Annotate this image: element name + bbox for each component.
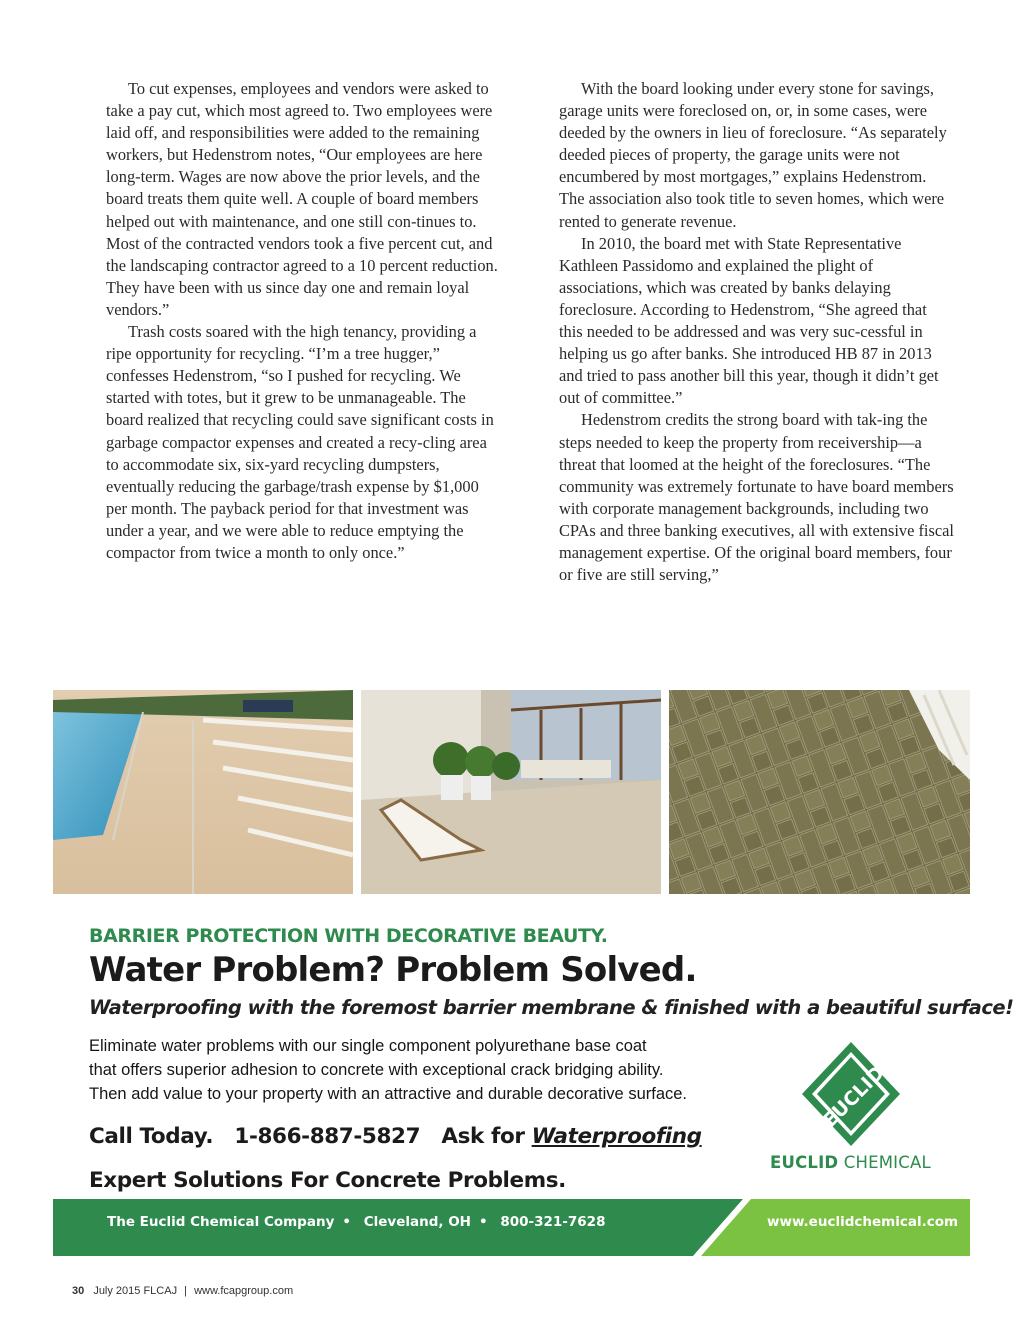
ad-expert-line: Expert Solutions For Concrete Problems. [89,1168,566,1193]
footer-company: The Euclid Chemical Company [107,1214,335,1230]
article-paragraph: In 2010, the board met with State Representative Kathleen Passidomo and explained the plight of associations, which was created by banks delaying foreclosure. According to Hedenstrom, “She agreed that this needed to be addressed and was very suc-cessful in helping us go after banks. She introduced HB 87 in 2013 and tried to pass another bill this year, though it didn’t get out of committee.” [559,233,939,408]
call-today-label: Call Today. [89,1124,214,1149]
logo-monogram: EUCLID [818,1061,889,1132]
euclid-logo-icon [800,1040,902,1148]
footer-city: Cleveland, OH [363,1214,471,1230]
ad-call-line [89,1124,702,1149]
issue-label: July 2015 FLCAJ [93,1285,178,1297]
ad-subhead: Waterproofing with the foremost barrier membrane & finished with a beautiful surface! [89,996,1014,1019]
article-column-right [559,78,954,586]
page-number: 30 [72,1285,85,1297]
ad-tagline: BARRIER PROTECTION WITH DECORATIVE BEAUTY. [89,925,608,947]
ad-headline: Water Problem? Problem Solved. [89,950,697,990]
article-paragraph: Trash costs soared with the high tenancy, providing a ripe opportunity for recycling. “I’m a tree hugger,” confesses Hedenstrom, “so I pushed for recycling. We started with totes, but it grew to be unmanageable. The board realized that recycling could save significant costs in garbage compactor expenses and created a recy-cling area to accommodate six, six-yard recycling dumpsters, eventually reducing the garbage/trash expense by $1,000 per month. The payback period for that investment was under a year, and we were able to reduce emptying the compactor from twice a month to only once.” [106,322,494,562]
ad-body-line: Eliminate water problems with our single component polyurethane base coat [89,1037,647,1055]
ad-photo-strip [53,690,970,894]
article-paragraph: With the board looking under every stone for savings, garage units were foreclosed on, or, in some cases, were deeded by the owners in lieu of foreclosure. “As separately deeded pieces of property, the garage units were not encumbered by most mortgages,” explains Hedenstrom. The association also took title to seven homes, which were rented to generate revenue. [559,79,947,231]
brand-name-bold: EUCLID [770,1153,839,1172]
ad-body [89,1034,789,1106]
ad-body-line: Then add value to your property with an attractive and durable decorative surface. [89,1085,688,1103]
article-paragraph: To cut expenses, employees and vendors were asked to take a pay cut, which most agreed to. Two employees were laid off, and responsibilities were added to the remaining workers, but Hedenstrom notes, “Our employees are here long-term. Wages are now above the prior levels, and the board treats them quite well. A couple of board members helped out with maintenance, and one still con-tinues to. Most of the contracted vendors took a five percent cut, and the landscaping contractor agreed to a 10 percent reduction. They have been with us since day one and remain loyal vendors.” [106,79,498,319]
site-link[interactable]: www.fcapgroup.com [194,1285,294,1297]
brick-pattern-photo [669,690,970,894]
ask-for-label: Ask for [441,1124,525,1149]
waterproofing-link[interactable]: Waterproofing [531,1124,702,1149]
brand-name [770,1153,931,1172]
article-paragraph: Hedenstrom credits the strong board with tak-ing the steps needed to keep the property from receivership—a threat that loomed at the height of the foreclosures. “The community was extremely fortunate to have board members with corporate management backgrounds, including two CPAs and three banking executives, all with extensive fiscal management expertise. Of the original board members, four or five are still serving,” [559,410,954,585]
ad-body-line: that offers superior adhesion to concrete with exceptional crack bridging ability. [89,1061,664,1079]
ad-phone[interactable]: 1-866-887-5827 [234,1124,421,1149]
footer-phone[interactable]: 800-321-7628 [500,1214,606,1230]
article-column-left [106,78,502,564]
ad-footer-contact: The Euclid Chemical Company • Cleveland, OH • 800-321-7628 [107,1214,606,1230]
pool-deck-photo [53,690,353,894]
footer-website-link[interactable]: www.euclidchemical.com [767,1214,959,1230]
brand-name-light: CHEMICAL [843,1153,931,1172]
page-footer: 30 July 2015 FLCAJ | www.fcapgroup.com [72,1285,294,1297]
expert-slogan: Expert Solutions For Concrete Problems [89,1168,559,1193]
balcony-photo [361,690,661,894]
